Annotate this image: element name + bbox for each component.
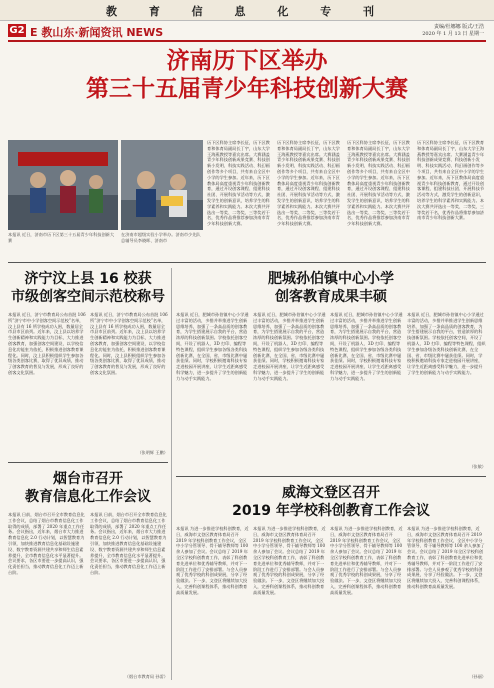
date-line: 2020 年 1 月 13 日 星期一 <box>422 31 484 37</box>
article4-title-2: 2019 年学校科创教育工作会议 <box>232 503 430 519</box>
header-rule <box>8 40 486 42</box>
article2-byline: （张敏） <box>469 464 486 469</box>
lead-text-col-1: 历下区科协主席李长征，历下区教育和体育局副局长丁宇，山东大学王海燕教授等嘉宾出席。大赛涵盖青少年科技创新成果竞赛、科技创新小发明、科技实践活动、科幻画创作等多个项目，共有来自全区中小学的学生参加。近年来，历下区教体局高度重视青少年科技创新教育，通过开设创客课程、组建科技社团、开展科技节活动等方式，激发学生的创新意识，培养学生的科学素养和实践能力。本次大赛共评选出一等奖、二等奖、三等奖若干名，优秀作品将推荐参加济南市青少年科技创新大赛。 <box>207 140 270 227</box>
article3-byline: （烟台市教育局 孙雷） <box>124 674 168 679</box>
article3-text-col-1: 本报讯 日前，烟台市召开全市教育信息化工作会议，总结了烟台市教育信息化工作取得的成绩，部署了 2020 年重点工作任务。会议指出，近年来，烟台市大力推进教育信息化 2.0 行动计划，以智慧教育为引领，加快推进教育信息化基础设施建设、数字教育资源共建共享和师生信息素养提升，全市教育信息化水平显著提升。会议要求，各区市要进一步提高认识，强化责任担当，推动教育信息化工作迈上新台阶。 <box>8 512 85 575</box>
article3-text-col-2: 本报讯 日前，烟台市召开全市教育信息化工作会议，总结了烟台市教育信息化工作取得的成绩，部署了 2020 年重点工作任务。会议指出，近年来，烟台市大力推进教育信息化 2.0 行动计划，以智慧教育为引领，加快推进教育信息化基础设施建设、数字教育资源共建共享和师生信息素养提升，全市教育信息化水平显著提升。会议要求，各区市要进一步提高认识，强化责任担当，推动教育信息化工作迈上新台阶。 <box>90 512 167 575</box>
article2-text-col-3: 本报讯 近日，肥城市孙伯镇中心小学通过丰富的活动，多措并举推进学生创新思维培养，加强了一条高品质的创客教育，为学生搭建展示自我的平台，营造浓厚的科技创新氛围。学校依托创客空间，开设了机器人、3D 打印、编程等特色课程，组织学生参加各级各类科技创新比赛，在全国、省、市级比赛中屡获佳绩。同时，学校积极邀请科技专家走进校园开展讲座，让学生近距离感受科学魅力，进一步提升了学生的创新能力与动手实践能力。 <box>330 312 403 381</box>
article4-text-col-2: 本报讯 为进一步推进学校科创教育，近日，威海市文登区教育体育局召开 2019 年学校科创教育工作会议，全区中小学分管领导、骨干辅导教师等 100 余人参加了会议。会议总结了 2019 年全区学校科创教育工作，表彰了科创教育先进单位和优秀辅导教师，并对下一阶段工作进行了安排部署。与会人员参观了优秀学校的科创成果展，分享了经验做法。下一步，文登区将继续加大投入，完善科创课程体系，推动科创教育高质量发展。 <box>253 526 326 595</box>
vertical-divider <box>171 268 172 680</box>
lead-photo-left <box>8 140 118 230</box>
article1-bottom-rule <box>8 462 168 463</box>
article1-text-col-2: 本报讯 近日，济宁市教育局公布首批 106 所“济宁市中小学创客空间示范校”名单，汶上县有 16 所学校成功入围，数量居全市县市区前列。近年来，汶上县以培养学生创新精神和实践能力为目标，大力推进创客教育，加强创客空间建设，以学校信息化功能室为依托，积极推进创客教育课程化。同时，汶上县积极组织学生参加各级各类创客比赛，取得了优异成绩，推动了创客教育的普及与发展，形成了良好的创客文化氛围。 <box>90 312 168 375</box>
lead-title-2: 第三十五届青少年科技创新大赛 <box>86 76 408 102</box>
section-name: E 教山东·新闻资讯 NEWS <box>30 26 164 39</box>
lead-photo-right <box>121 140 203 230</box>
section-header <box>0 22 494 40</box>
article2-title-1: 肥城孙伯镇中心小学 <box>268 271 394 287</box>
lead-caption-left: 本报讯 近日，济南市历下区第三十五届青少年科技创新大赛 <box>8 232 115 243</box>
article3-title-2: 教育信息化工作会议 <box>25 489 151 505</box>
article1-title-2: 市级创客空间示范校称号 <box>11 289 165 305</box>
article2-text-col-2: 本报讯 近日，肥城市孙伯镇中心小学通过丰富的活动，多措并举推进学生创新思维培养，加强了一条高品质的创客教育，为学生搭建展示自我的平台，营造浓厚的科技创新氛围。学校依托创客空间，开设了机器人、3D 打印、编程等特色课程，组织学生参加各级各类科技创新比赛，在全国、省、市级比赛中屡获佳绩。同时，学校积极邀请科技专家走进校园开展讲座，让学生近距离感受科学魅力，进一步提升了学生的创新能力与动手实践能力。 <box>253 312 326 381</box>
lead-title-1: 济南历下区举办 <box>166 48 328 74</box>
lead-divider <box>8 262 486 263</box>
section-code: G2 <box>9 25 25 36</box>
article4-text-col-3: 本报讯 为进一步推进学校科创教育，近日，威海市文登区教育体育局召开 2019 年学校科创教育工作会议，全区中小学分管领导、骨干辅导教师等 100 余人参加了会议。会议总结了 2019 年全区学校科创教育工作，表彰了科创教育先进单位和优秀辅导教师，并对下一阶段工作进行了安排部署。与会人员参观了优秀学校的科创成果展，分享了经验做法。下一步，文登区将继续加大投入，完善科创课程体系，推动科创教育高质量发展。 <box>330 526 403 595</box>
article2-text-col-1: 本报讯 近日，肥城市孙伯镇中心小学通过丰富的活动，多措并举推进学生创新思维培养，加强了一条高品质的创客教育，为学生搭建展示自我的平台，营造浓厚的科技创新氛围。学校依托创客空间，开设了机器人、3D 打印、编程等特色课程，组织学生参加各级各类科技创新比赛，在全国、省、市级比赛中屡获佳绩。同时，学校积极邀请科技专家走进校园开展讲座，让学生近距离感受科学魅力，进一步提升了学生的创新能力与动手实践能力。 <box>176 312 249 381</box>
lead-text-col-3: 历下区科协主席李长征，历下区教育和体育局副局长丁宇，山东大学王海燕教授等嘉宾出席。大赛涵盖青少年科技创新成果竞赛、科技创新小发明、科技实践活动、科幻画创作等多个项目，共有来自全区中小学的学生参加。近年来，历下区教体局高度重视青少年科技创新教育，通过开设创客课程、组建科技社团、开展科技节活动等方式，激发学生的创新意识，培养学生的科学素养和实践能力。本次大赛共评选出一等奖、二等奖、三等奖若干名，优秀作品将推荐参加济南市青少年科技创新大赛。 <box>347 140 410 227</box>
article2-text-col-4: 本报讯 近日，肥城市孙伯镇中心小学通过丰富的活动，多措并举推进学生创新思维培养，加强了一条高品质的创客教育，为学生搭建展示自我的平台，营造浓厚的科技创新氛围。学校依托创客空间，开设了机器人、3D 打印、编程等特色课程，组织学生参加各级各类科技创新比赛，在全国、省、市级比赛中屡获佳绩。同时，学校积极邀请科技专家走进校园开展讲座，让学生近距离感受科学魅力，进一步提升了学生的创新能力与动手实践能力。 <box>407 312 486 375</box>
article1-byline: （张明辉 王鹏） <box>137 450 168 455</box>
lead-text-col-2: 历下区科协主席李长征，历下区教育和体育局副局长丁宇，山东大学王海燕教授等嘉宾出席。大赛涵盖青少年科技创新成果竞赛、科技创新小发明、科技实践活动、科幻画创作等多个项目，共有来自全区中小学的学生参加。近年来，历下区教体局高度重视青少年科技创新教育，通过开设创客课程、组建科技社团、开展科技节活动等方式，激发学生的创新意识，培养学生的科学素养和实践能力。本次大赛共评选出一等奖、二等奖、三等奖若干名，优秀作品将推荐参加济南市青少年科技创新大赛。 <box>277 140 340 227</box>
article4-title-1: 威海文登区召开 <box>282 485 380 501</box>
article3-title-1: 烟台市召开 <box>53 471 123 487</box>
article1-title-1: 济宁汶上县 16 校获 <box>24 271 152 287</box>
article2-bottom-rule <box>176 476 486 477</box>
article4-text-col-4: 本报讯 为进一步推进学校科创教育，近日，威海市文登区教育体育局召开 2019 年学校科创教育工作会议，全区中小学分管领导、骨干辅导教师等 100 余人参加了会议。会议总结了 2019 年全区学校科创教育工作，表彰了科创教育先进单位和优秀辅导教师，并对下一阶段工作进行了安排部署。与会人员参观了优秀学校的科创成果展，分享了经验做法。下一步，文登区将继续加大投入，完善科创课程体系，推动科创教育高质量发展。 <box>407 526 485 589</box>
article4-byline: （孙丽） <box>469 674 486 679</box>
article1-text-col-1: 本报讯 近日，济宁市教育局公布首批 106 所“济宁市中小学创客空间示范校”名单，汶上县有 16 所学校成功入围，数量居全市县市区前列。近年来，汶上县以培养学生创新精神和实践能力为目标，大力推进创客教育，加强创客空间建设，以学校信息化功能室为依托，积极推进创客教育课程化。同时，汶上县积极组织学生参加各级各类创客比赛，取得了优异成绩，推动了创客教育的普及与发展，形成了良好的创客文化氛围。 <box>8 312 86 375</box>
masthead-band <box>0 0 494 21</box>
article4-text-col-1: 本报讯 为进一步推进学校科创教育，近日，威海市文登区教育体育局召开 2019 年学校科创教育工作会议，全区中小学分管领导、骨干辅导教师等 100 余人参加了会议。会议总结了 2019 年全区学校科创教育工作，表彰了科创教育先进单位和优秀辅导教师，并对下一阶段工作进行了安排部署。与会人员参观了优秀学校的科创成果展，分享了经验做法。下一步，文登区将继续加大投入，完善科创课程体系，推动科创教育高质量发展。 <box>176 526 249 595</box>
lead-caption-right: 在济南市超级实验小学举办。济南市少先队总辅导员李晓晖、济南市 <box>121 232 201 243</box>
article2-title-2: 创客教育成果丰硕 <box>275 289 387 305</box>
masthead-band-title: 教 育 信 息 化 专 刊 <box>106 5 388 18</box>
lead-text-col-4: 历下区科协主席李长征，历下区教育和体育局副局长丁宇，山东大学王海燕教授等嘉宾出席。大赛涵盖青少年科技创新成果竞赛、科技创新小发明、科技实践活动、科幻画创作等多个项目，共有来自全区中小学的学生参加。近年来，历下区教体局高度重视青少年科技创新教育，通过开设创客课程、组建科技社团、开展科技节活动等方式，激发学生的创新意识，培养学生的科学素养和实践能力。本次大赛共评选出一等奖、二等奖、三等奖若干名，优秀作品将推荐参加济南市青少年科技创新大赛。 <box>417 140 485 221</box>
editor-line: 责编/杜娜娜 版式/王浩 <box>434 24 484 30</box>
